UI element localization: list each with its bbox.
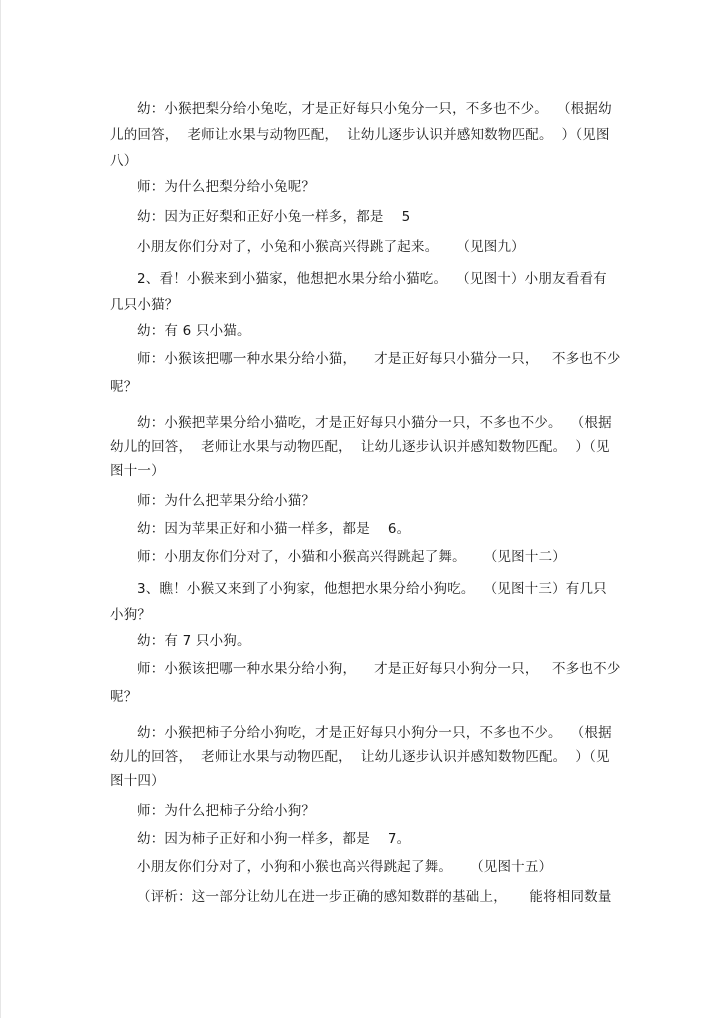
paragraph-line: 幼儿的回答， 老师让水果与动物匹配， 让幼儿逐步认识并感知数物匹配。 ）（见 — [110, 749, 610, 765]
paragraph-line: 师：为什么把梨分给小兔呢？ — [137, 179, 316, 195]
paragraph-line: 幼：因为正好梨和正好小兔一样多，都是 5 — [137, 209, 411, 225]
paragraph-line: 师：小猴该把哪一种水果分给小狗， 才是正好每只小狗分一只， 不多也不少 — [137, 661, 621, 677]
paragraph-line: 小朋友你们分对了，小狗和小猴也高兴得跳起了舞。 （见图十五） — [137, 859, 553, 875]
paragraph-line: 幼：因为柿子正好和小狗一样多，都是 7。 — [137, 831, 411, 847]
paragraph-line: （评析：这一部分让幼儿在进一步正确的感知数群的基础上， 能将相同数量 — [137, 889, 612, 905]
paragraph-line: 3、瞧！小猴又来到了小狗家，他想把水果分给小狗吃。 （见图十三）有几只 — [137, 581, 607, 597]
paragraph-line: 师：为什么把柿子分给小狗？ — [137, 803, 316, 819]
paragraph-line: 儿的回答， 老师让水果与动物匹配， 让幼儿逐步认识并感知数物匹配。 ）（见图 — [110, 127, 610, 143]
paragraph-line: 师：为什么把苹果分给小猫？ — [137, 493, 316, 509]
paragraph-line: 幼：小猴把梨分给小兔吃，才是正好每只小兔分一只，不多也不少。 （根据幼 — [137, 101, 612, 117]
paragraph-line: 幼：因为苹果正好和小猫一样多，都是 6。 — [137, 521, 411, 537]
paragraph-line: 呢？ — [110, 379, 138, 395]
paragraph-line: 图十四） — [110, 773, 165, 789]
paragraph-line: 呢？ — [110, 689, 138, 705]
paragraph-line: 幼：有 6 只小猫。 — [137, 323, 251, 339]
paragraph-line: 师：小朋友你们分对了，小猫和小猴高兴得跳起了舞。 （见图十二） — [137, 549, 566, 565]
paragraph-line: 几只小猫？ — [110, 297, 179, 313]
paragraph-line: 幼：有 7 只小狗。 — [137, 633, 251, 649]
paragraph-line: 八） — [110, 153, 138, 169]
page-left-edge — [0, 0, 1, 1018]
paragraph-line: 幼：小猴把柿子分给小狗吃，才是正好每只小狗分一只，不多也不少。 （根据 — [137, 725, 612, 741]
paragraph-line: 图十一） — [110, 463, 165, 479]
paragraph-line: 幼儿的回答， 老师让水果与动物匹配， 让幼儿逐步认识并感知数物匹配。 ）（见 — [110, 439, 610, 455]
paragraph-line: 小狗？ — [110, 607, 152, 623]
paragraph-line: 2、看！小猴来到小猫家，他想把水果分给小猫吃。 （见图十）小朋友看看有 — [137, 271, 607, 287]
paragraph-line: 小朋友你们分对了，小兔和小猴高兴得跳了起来。 （见图九） — [137, 239, 525, 255]
paragraph-line: 幼：小猴把苹果分给小猫吃，才是正好每只小猫分一只，不多也不少。 （根据 — [137, 415, 612, 431]
paragraph-line: 师：小猴该把哪一种水果分给小猫， 才是正好每只小猫分一只， 不多也不少 — [137, 351, 621, 367]
